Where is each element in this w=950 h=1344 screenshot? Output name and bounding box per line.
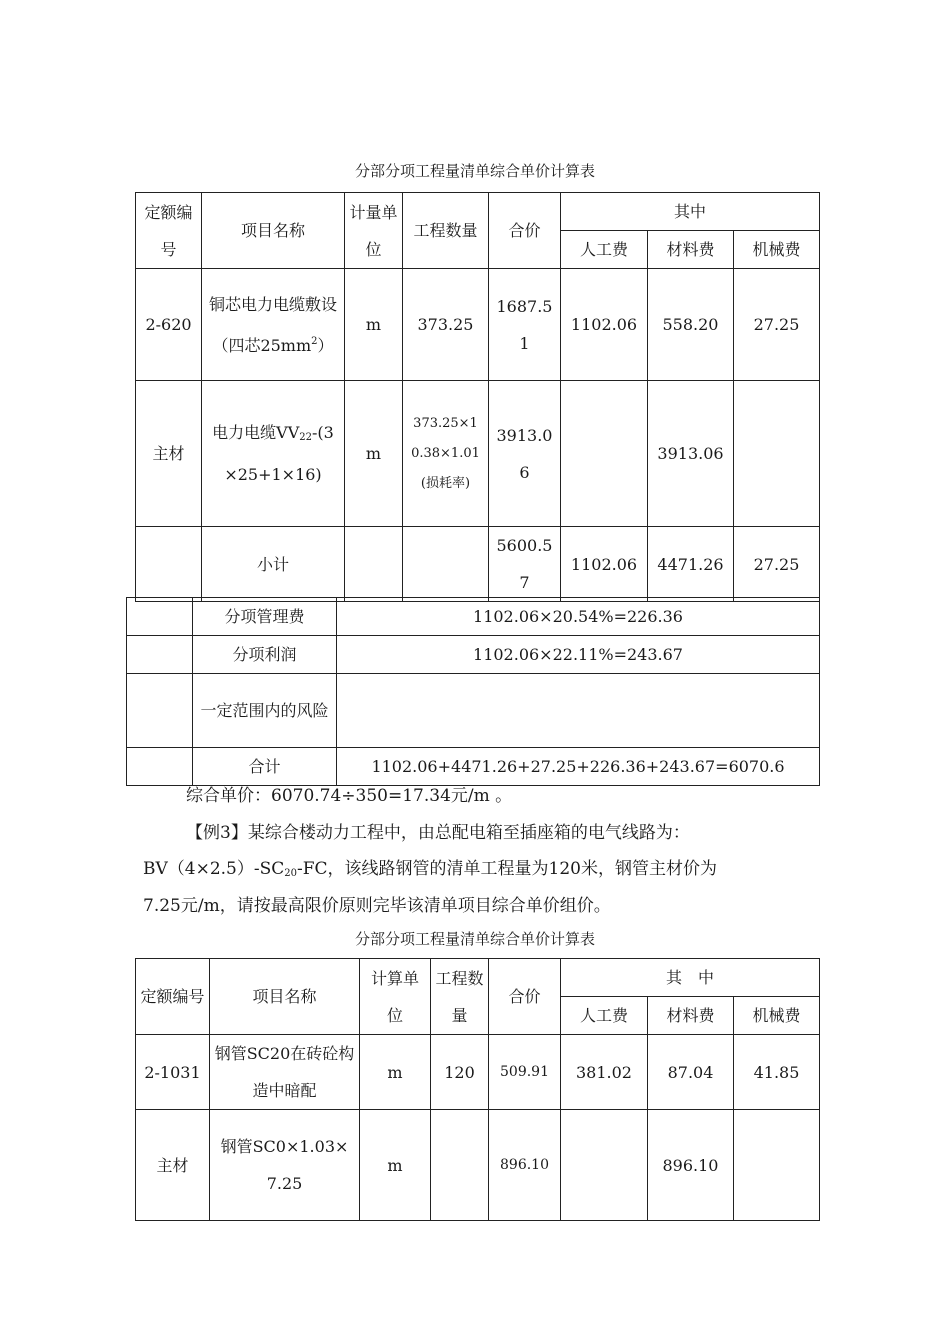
cell-qty: 120 bbox=[431, 1035, 489, 1110]
cell-unit bbox=[345, 527, 403, 602]
cell-name: 钢管SC0×1.03×7.25 bbox=[210, 1110, 360, 1221]
cell-code: 2-620 bbox=[136, 269, 202, 381]
cell-unit: m bbox=[360, 1035, 431, 1110]
cell-labor: 1102.06 bbox=[561, 269, 648, 381]
cell-qty: 373.25 bbox=[403, 269, 489, 381]
table1-summary bbox=[126, 597, 820, 786]
summary-formula: 1102.06+4471.26+27.25+226.36+243.67=6070.6 bbox=[337, 748, 820, 786]
summary-row bbox=[127, 598, 820, 636]
cell-material: 4471.26 bbox=[648, 527, 734, 602]
header-machine: 机械费 bbox=[734, 231, 820, 269]
header-qty: 工程数量 bbox=[403, 193, 489, 269]
header-qty: 工程数量 bbox=[431, 959, 489, 1035]
cell-total: 509.91 bbox=[489, 1035, 561, 1110]
cell-machine: 27.25 bbox=[734, 269, 820, 381]
cell-qty bbox=[431, 1110, 489, 1221]
summary-blank bbox=[127, 674, 193, 748]
summary-blank bbox=[127, 636, 193, 674]
cell-name: 电力电缆$VV_{22}-(3\times 25+1\times 16)$ bbox=[202, 381, 345, 527]
cell-unit: m bbox=[345, 381, 403, 527]
cell-machine: 27.25 bbox=[734, 527, 820, 602]
cell-code: 2-1031 bbox=[136, 1035, 210, 1110]
header-unit: 计量单位 bbox=[345, 193, 403, 269]
table-row bbox=[136, 1110, 820, 1221]
table-row bbox=[136, 269, 820, 381]
summary-blank bbox=[127, 598, 193, 636]
header-name: 项目名称 bbox=[202, 193, 345, 269]
header-of-which: 其中 bbox=[561, 193, 820, 231]
cell-machine bbox=[734, 1110, 820, 1221]
header-machine: 机械费 bbox=[734, 997, 820, 1035]
cell-total: 3913.06 bbox=[489, 381, 561, 527]
header-of-which: 其 中 bbox=[561, 959, 820, 997]
summary-label: 一定范围内的风险 bbox=[193, 674, 337, 748]
cell-unit: m bbox=[345, 269, 403, 381]
summary-blank bbox=[127, 748, 193, 786]
table-row bbox=[136, 1035, 820, 1110]
table2-caption: 分部分项工程量清单综合单价计算表 bbox=[354, 930, 595, 948]
cell-machine: 41.85 bbox=[734, 1035, 820, 1110]
cell-total: 896.10 bbox=[489, 1110, 561, 1221]
table1 bbox=[135, 192, 820, 602]
header-total: 合价 bbox=[489, 959, 561, 1035]
summary-label: 分项利润 bbox=[193, 636, 337, 674]
table2 bbox=[135, 958, 820, 1221]
summary-label: 合计 bbox=[193, 748, 337, 786]
cell-material: 896.10 bbox=[648, 1110, 734, 1221]
cell-material: 87.04 bbox=[648, 1035, 734, 1110]
cell-qty bbox=[403, 527, 489, 602]
summary-row bbox=[127, 674, 820, 748]
cell-code: 主材 bbox=[136, 381, 202, 527]
table-row bbox=[136, 381, 820, 527]
cell-labor bbox=[561, 1110, 648, 1221]
header-name: 项目名称 bbox=[210, 959, 360, 1035]
cell-name: 小计 bbox=[202, 527, 345, 602]
example-line-2: $BV(4\times 2.5)-SC_{20}-FC$，该线路钢管的清单工程量为120米，钢管主材价为 bbox=[143, 859, 717, 879]
cell-material: 558.20 bbox=[648, 269, 734, 381]
summary-label: 分项管理费 bbox=[193, 598, 337, 636]
summary-row bbox=[127, 636, 820, 674]
header-code: 定额编号 bbox=[136, 193, 202, 269]
cell-total: 5600.57 bbox=[489, 527, 561, 602]
header-code: 定额编号 bbox=[136, 959, 210, 1035]
cell-qty: 373.25×10.38×1.01(损耗率) bbox=[403, 381, 489, 527]
cell-material: 3913.06 bbox=[648, 381, 734, 527]
example-line-1: 【例3】某综合楼动力工程中，由总配电箱至插座箱的电气线路为： bbox=[186, 823, 690, 843]
cell-code bbox=[136, 527, 202, 602]
summary-formula bbox=[337, 674, 820, 748]
example-line-3: 7.25元/m，请按最高限价原则完毕该清单项目综合单价组价。 bbox=[143, 896, 611, 916]
summary-formula: 1102.06×22.11%=243.67 bbox=[337, 636, 820, 674]
header-material: 材料费 bbox=[648, 231, 734, 269]
cell-labor: 1102.06 bbox=[561, 527, 648, 602]
cell-machine bbox=[734, 381, 820, 527]
header-unit: 计算单位 bbox=[360, 959, 431, 1035]
cell-name: 铜芯电力电缆敷设（四芯$25mm^2$） bbox=[202, 269, 345, 381]
header-total: 合价 bbox=[489, 193, 561, 269]
table1-caption: 分部分项工程量清单综合单价计算表 bbox=[354, 162, 595, 180]
cell-labor bbox=[561, 381, 648, 527]
cell-name: 钢管SC20在砖砼构造中暗配 bbox=[210, 1035, 360, 1110]
header-labor: 人工费 bbox=[561, 997, 648, 1035]
header-material: 材料费 bbox=[648, 997, 734, 1035]
header-labor: 人工费 bbox=[561, 231, 648, 269]
summary-formula: 1102.06×20.54%=226.36 bbox=[337, 598, 820, 636]
table-row bbox=[136, 527, 820, 602]
cell-code: 主材 bbox=[136, 1110, 210, 1221]
cell-labor: 381.02 bbox=[561, 1035, 648, 1110]
unit-price-line: 综合单价：6070.74÷350=17.34元/m 。 bbox=[186, 786, 513, 806]
cell-unit: m bbox=[360, 1110, 431, 1221]
cell-total: 1687.51 bbox=[489, 269, 561, 381]
